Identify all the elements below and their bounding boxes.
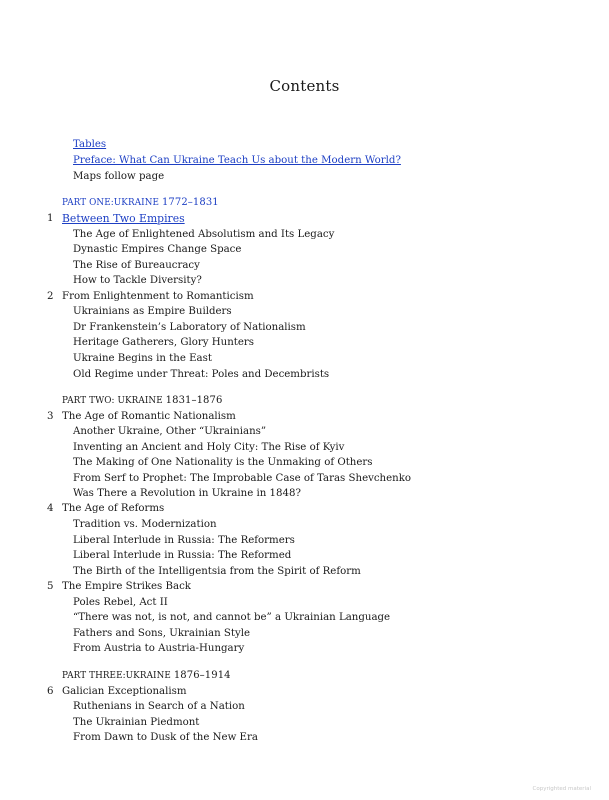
- section-item: Dr Frankenstein’s Laboratory of Nationalism: [73, 322, 306, 333]
- section-item: Fathers and Sons, Ukrainian Style: [73, 628, 251, 639]
- section-item: The Rise of Bureaucracy: [73, 260, 200, 271]
- part-years: 1876–1914: [173, 670, 231, 681]
- front-matter-tables-link[interactable]: Tables: [73, 139, 107, 150]
- chapter-number: 3: [47, 411, 54, 422]
- part-label: PART TWO: UKRAINE: [62, 396, 163, 406]
- section-item: The Birth of the Intelligentsia from the Spirit of Reform: [73, 566, 361, 577]
- section-item: The Making of One Nationality is the Unmaking of Others: [73, 457, 373, 468]
- chapter-number: 6: [47, 686, 54, 697]
- section-item: Another Ukraine, Other “Ukrainians”: [73, 426, 267, 437]
- section-item: “There was not, is not, and cannot be” a Ukrainian Language: [73, 612, 391, 623]
- part-label: PART ONE:UKRAINE: [62, 198, 160, 208]
- chapter-6-title: Galician Exceptionalism: [62, 686, 187, 697]
- section-item: Ukraine Begins in the East: [73, 353, 212, 364]
- section-item: Liberal Interlude in Russia: The Reformers: [73, 535, 295, 546]
- section-item: Old Regime under Threat: Poles and Decembrists: [73, 369, 330, 380]
- chapter-1-title-link[interactable]: Between Two Empires: [62, 212, 185, 225]
- part-three-heading: [62, 669, 231, 683]
- part-label: PART THREE:UKRAINE: [62, 671, 171, 681]
- chapter-number: 5: [47, 581, 54, 592]
- section-item: From Dawn to Dusk of the New Era: [73, 732, 258, 743]
- part-years: 1772–1831: [161, 197, 219, 208]
- copyright-watermark: Copyrighted material: [532, 786, 591, 792]
- front-matter-preface-link[interactable]: Preface: What Can Ukraine Teach Us about the Modern World?: [73, 155, 401, 166]
- section-item: Liberal Interlude in Russia: The Reformed: [73, 550, 292, 561]
- chapter-number: 2: [47, 291, 54, 302]
- section-item: Inventing an Ancient and Holy City: The Rise of Kyiv: [73, 442, 345, 453]
- chapter-4-title: The Age of Reforms: [62, 503, 165, 514]
- chapter-5-title: The Empire Strikes Back: [62, 581, 191, 592]
- section-item: Heritage Gatherers, Glory Hunters: [73, 337, 254, 348]
- section-item: Ukrainians as Empire Builders: [73, 306, 232, 317]
- front-matter-maps: Maps follow page: [73, 171, 165, 182]
- part-years: 1831–1876: [165, 395, 223, 406]
- section-item: From Serf to Prophet: The Improbable Case of Taras Shevchenko: [73, 473, 412, 484]
- section-item: The Age of Enlightened Absolutism and Its Legacy: [73, 229, 335, 240]
- section-item: Dynastic Empires Change Space: [73, 244, 242, 255]
- section-item: How to Tackle Diversity?: [73, 275, 202, 286]
- chapter-2-title: From Enlightenment to Romanticism: [62, 291, 254, 302]
- chapter-3-title: The Age of Romantic Nationalism: [62, 411, 236, 422]
- section-item: The Ukrainian Piedmont: [73, 717, 200, 728]
- section-item: Was There a Revolution in Ukraine in 1848?: [73, 488, 301, 499]
- part-one-heading[interactable]: [62, 196, 219, 210]
- section-item: From Austria to Austria-Hungary: [73, 643, 245, 654]
- section-item: Ruthenians in Search of a Nation: [73, 701, 245, 712]
- part-two-heading: [62, 394, 222, 408]
- chapter-number: 4: [47, 503, 54, 514]
- section-item: Tradition vs. Modernization: [73, 519, 217, 530]
- chapter-number: 1: [47, 213, 54, 224]
- page-title: Contents: [269, 77, 340, 95]
- section-item: Poles Rebel, Act II: [73, 597, 168, 608]
